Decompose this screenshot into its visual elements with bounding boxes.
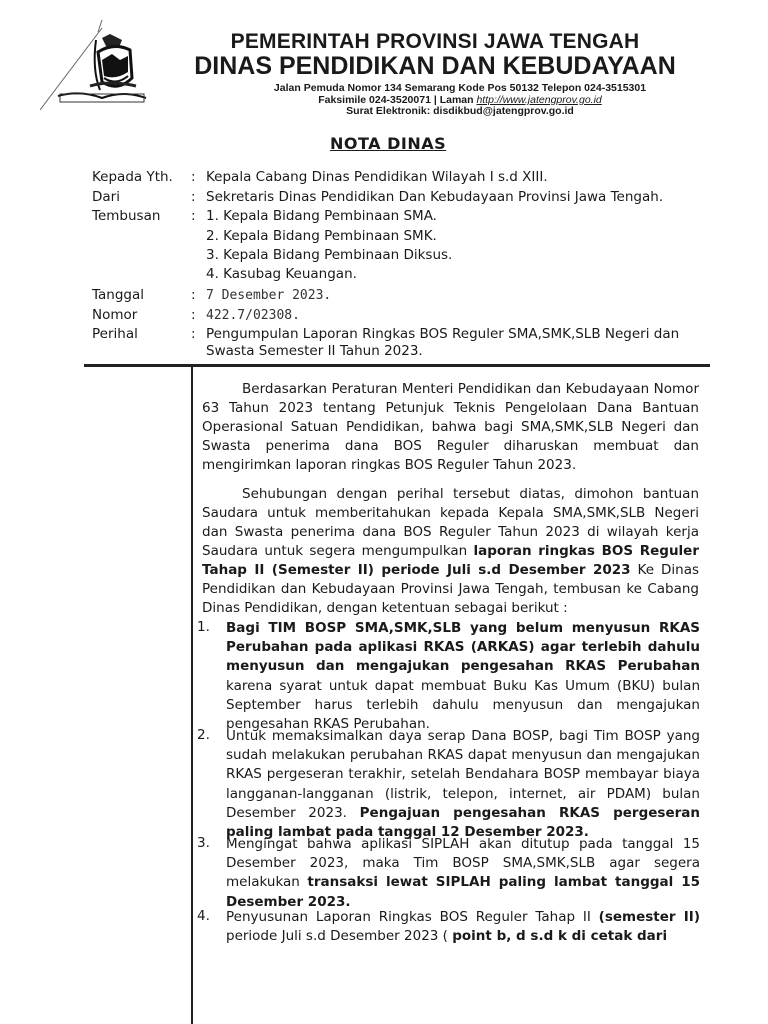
list-item-text: Untuk memaksimalkan daya serap Dana BOSP, bagi Tim BOSP yang sudah melakukan perubahan RKAS dapat menyusun dan mengajukan RKAS pergeseran terakhir, setelah Bendahara BOSP membayar biaya langganan-langganan (listrik, telepon, internet, air PDAM) bulan Desember 2023. bbox=[226, 728, 700, 821]
list-item-emphasis: (semester II) bbox=[598, 909, 700, 925]
tembusan-item: 4. Kasubag Keuangan. bbox=[206, 266, 357, 282]
header-website-link[interactable]: http://www.jatengprov.go.id bbox=[476, 94, 602, 106]
tembusan-item: 2. Kepala Bidang Pembinaan SMK. bbox=[206, 228, 437, 244]
tanggal-value: 7 Desember 2023. bbox=[206, 288, 332, 303]
paragraph-2 bbox=[202, 485, 699, 618]
colon: : bbox=[191, 287, 196, 303]
header-address: Jalan Pemuda Nomor 134 Semarang Kode Pos 50132 Telepon 024-3515301 bbox=[273, 82, 647, 94]
list-item-emphasis: point b, d s.d k di cetak dari bbox=[452, 928, 668, 945]
dari-value: Sekretaris Dinas Pendidikan Dan Kebudayaan Provinsi Jawa Tengah. bbox=[206, 189, 664, 205]
list-item bbox=[226, 835, 700, 912]
list-item-emphasis: Bagi TIM BOSP SMA,SMK,SLB yang belum menyusun RKAS Perubahan pada aplikasi RKAS (ARKAS) agar terlebih dahulu menyusun dan mengajukan pengesahan RKAS Perubahan bbox=[226, 620, 700, 675]
colon: : bbox=[191, 326, 196, 342]
list-item-number: 3. bbox=[197, 835, 210, 851]
colon: : bbox=[191, 307, 196, 323]
paragraph-2-text: Sehubungan dengan perihal tersebut diatas, dimohon bantuan Saudara untuk memberitahukan kepada Kepala SMA,SMK,SLB Negeri dan Swasta penerima dana BOS Reguler Tahun 2023 di wilayah kerja Saudara untuk segera mengumpulkan bbox=[202, 486, 699, 559]
colon: : bbox=[191, 208, 196, 224]
nomor-label: Nomor bbox=[92, 307, 138, 323]
list-item-number: 2. bbox=[197, 727, 210, 743]
dari-label: Dari bbox=[92, 189, 120, 205]
perihal-value-line1: Pengumpulan Laporan Ringkas BOS Reguler SMA,SMK,SLB Negeri dan bbox=[206, 326, 680, 342]
list-item-text: periode Juli s.d Desember 2023 ( bbox=[226, 928, 453, 945]
kepada-value: Kepala Cabang Dinas Pendidikan Wilayah I s.d XIII. bbox=[206, 169, 548, 185]
list-item bbox=[226, 619, 700, 734]
header-government-name: PEMERINTAH PROVINSI JAWA TENGAH bbox=[230, 30, 640, 53]
header-agency-name: DINAS PENDIDIKAN DAN KEBUDAYAAN bbox=[194, 52, 676, 80]
divider bbox=[84, 364, 710, 367]
provincial-emblem-logo bbox=[40, 20, 160, 120]
list-item-emphasis: transaksi lewat SIPLAH paling lambat tanggal 15 Desember 2023. bbox=[226, 874, 701, 910]
paragraph-2-emphasis: laporan ringkas BOS Reguler Tahap II (Semester II) periode Juli s.d Desember 2023 bbox=[202, 543, 699, 578]
list-item bbox=[226, 727, 700, 842]
list-item-text: Penyusunan Laporan Ringkas BOS Reguler Tahap II bbox=[226, 909, 599, 925]
nomor-value: 422.7/02308. bbox=[206, 308, 300, 323]
list-item-number: 1. bbox=[197, 619, 210, 635]
tembusan-label: Tembusan bbox=[92, 208, 161, 224]
paragraph-2-text: Ke Dinas Pendidikan dan Kebudayaan Provinsi Jawa Tengah, tembusan ke Cabang Dinas Pendidikan, dengan ketentuan sebagai berikut : bbox=[202, 562, 700, 616]
perihal-label: Perihal bbox=[92, 326, 138, 342]
list-item bbox=[226, 908, 700, 946]
list-item-emphasis: Pengajuan pengesahan RKAS pergeseran paling lambat pada tanggal 12 Desember 2023. bbox=[226, 804, 700, 841]
margin-line bbox=[191, 367, 193, 1024]
header-fax: Faksimile 024-3520071 | Laman bbox=[318, 94, 477, 106]
tembusan-item: 1. Kepala Bidang Pembinaan SMA. bbox=[206, 208, 437, 224]
colon: : bbox=[191, 189, 196, 205]
document-title: NOTA DINAS bbox=[330, 134, 447, 153]
list-item-text: karena syarat untuk dapat membuat Buku Kas Umum (BKU) bulan September harus terlebih dahulu menyusun dan mengajukan pengesahan RKAS Perubahan. bbox=[226, 677, 700, 733]
header-email: Surat Elektronik: disdikbud@jatengprov.go.id bbox=[346, 105, 574, 117]
kepada-label: Kepada Yth. bbox=[92, 169, 173, 185]
list-item-number: 4. bbox=[197, 908, 210, 924]
colon: : bbox=[191, 169, 196, 185]
tembusan-item: 3. Kepala Bidang Pembinaan Diksus. bbox=[206, 247, 453, 263]
list-item-text: Mengingat bahwa aplikasi SIPLAH akan ditutup pada tanggal 15 Desember 2023, maka Tim BOSP SMA,SMK,SLB agar segera melakukan bbox=[226, 836, 700, 891]
tanggal-label: Tanggal bbox=[92, 287, 145, 303]
paragraph-1: Berdasarkan Peraturan Menteri Pendidikan dan Kebudayaan Nomor 63 Tahun 2023 tentang Petunjuk Teknis Pengelolaan Dana Bantuan Operasional Satuan Pendidikan, bahwa bagi SMA,SMK,SLB Negeri dan Swasta penerima dana BOS Reguler diharuskan membuat dan mengirimkan laporan ringkas BOS Reguler Tahun 2023. bbox=[202, 381, 699, 473]
perihal-value-line2: Swasta Semester II Tahun 2023. bbox=[206, 343, 423, 359]
